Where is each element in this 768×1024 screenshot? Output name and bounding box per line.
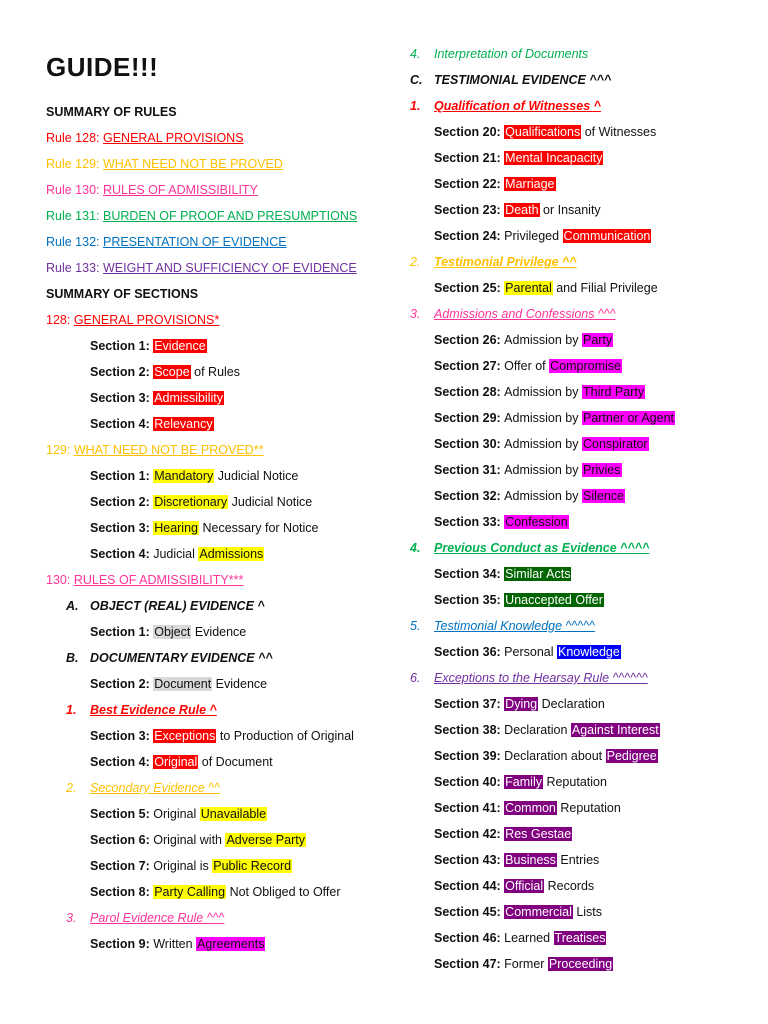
left-line bbox=[90, 858, 292, 874]
text-segment: GENERAL PROVISIONS* bbox=[73, 313, 220, 327]
text-segment: OBJECT (REAL) EVIDENCE ^ bbox=[90, 599, 265, 613]
text-segment: Testimonial Privilege ^^ bbox=[434, 255, 577, 269]
text-segment: Learned bbox=[504, 931, 554, 945]
right-line bbox=[410, 46, 588, 62]
highlighted-term: Conspirator bbox=[582, 437, 648, 451]
highlighted-term: Admissions bbox=[199, 547, 264, 561]
right-line bbox=[434, 462, 622, 478]
text-segment: BURDEN OF PROOF AND PRESUMPTIONS bbox=[102, 209, 358, 223]
right-line bbox=[434, 488, 625, 504]
text-segment: 3. bbox=[66, 911, 77, 925]
highlighted-term: Business bbox=[505, 853, 556, 867]
left-line bbox=[46, 442, 263, 458]
text-segment: DOCUMENTARY EVIDENCE ^^ bbox=[90, 651, 273, 665]
right-line bbox=[410, 306, 616, 322]
text-segment: Admission by bbox=[504, 437, 582, 451]
text-segment: Offer of bbox=[504, 359, 550, 373]
text-segment: WHAT NEED NOT BE PROVED bbox=[102, 157, 283, 171]
text-segment: Declaration about bbox=[504, 749, 606, 763]
text-segment: 2. bbox=[410, 255, 421, 269]
highlighted-term: Scope bbox=[154, 365, 190, 379]
text-segment: Personal bbox=[504, 645, 557, 659]
highlighted-term: Agreements bbox=[197, 937, 265, 951]
highlighted-term: Qualifications bbox=[505, 125, 581, 139]
highlighted-term: Third Party bbox=[582, 385, 645, 399]
left-line bbox=[46, 208, 357, 224]
text-segment: Original bbox=[153, 807, 200, 821]
text-segment: 6. bbox=[410, 671, 421, 685]
right-line bbox=[434, 566, 571, 582]
left-line bbox=[90, 390, 224, 406]
right-line bbox=[410, 72, 611, 88]
text-segment: Not Obliged to Offer bbox=[226, 885, 341, 899]
text-segment: 1. bbox=[66, 703, 77, 717]
text-segment: RULES OF ADMISSIBILITY bbox=[102, 183, 258, 197]
right-line bbox=[434, 644, 621, 660]
section-label: Section 4: bbox=[90, 417, 154, 431]
right-line bbox=[410, 98, 601, 114]
text-segment: SUMMARY OF RULES bbox=[46, 105, 177, 119]
section-label: Section 26: bbox=[434, 333, 505, 347]
highlighted-term: Dying bbox=[505, 697, 538, 711]
text-segment: Testimonial Knowledge ^^^^^ bbox=[434, 619, 595, 633]
text-segment: Former bbox=[504, 957, 548, 971]
text-segment: Rule 130: bbox=[46, 183, 103, 197]
right-line bbox=[434, 800, 621, 816]
text-segment: 1. bbox=[410, 99, 421, 113]
section-label: Section 2: bbox=[90, 495, 154, 509]
left-line bbox=[46, 234, 287, 250]
right-line bbox=[434, 410, 675, 426]
section-label: Section 4: bbox=[90, 547, 154, 561]
text-segment: Best Evidence Rule ^ bbox=[90, 703, 217, 717]
highlighted-term: Unavailable bbox=[200, 807, 267, 821]
text-segment: Rule 132: bbox=[46, 235, 103, 249]
text-segment: PRESENTATION OF EVIDENCE bbox=[102, 235, 287, 249]
highlighted-term: Partner or Agent bbox=[582, 411, 675, 425]
section-label: Section 6: bbox=[90, 833, 154, 847]
right-line bbox=[434, 930, 606, 946]
highlighted-term: Original bbox=[154, 755, 198, 769]
text-segment: Interpretation of Documents bbox=[434, 47, 589, 61]
text-segment: Rule 131: bbox=[46, 209, 103, 223]
highlighted-term: Party Calling bbox=[154, 885, 226, 899]
highlighted-term: Proceeding bbox=[548, 957, 613, 971]
right-line bbox=[434, 280, 658, 296]
text-segment: Judicial Notice bbox=[214, 469, 299, 483]
text-segment: 5. bbox=[410, 619, 421, 633]
section-label: Section 28: bbox=[434, 385, 505, 399]
left-line bbox=[90, 728, 354, 744]
text-segment: Evidence bbox=[191, 625, 247, 639]
left-line bbox=[90, 754, 273, 770]
right-line bbox=[434, 852, 599, 868]
text-segment: Exceptions to the Hearsay Rule ^^^^^^ bbox=[434, 671, 648, 685]
section-label: Section 46: bbox=[434, 931, 505, 945]
section-label: Section 32: bbox=[434, 489, 505, 503]
section-label: Section 33: bbox=[434, 515, 505, 529]
text-segment: Evidence bbox=[212, 677, 268, 691]
text-segment: WEIGHT AND SUFFICIENCY OF EVIDENCE bbox=[102, 261, 357, 275]
text-segment: Admission by bbox=[504, 333, 582, 347]
left-line bbox=[66, 780, 220, 796]
highlighted-term: Mandatory bbox=[154, 469, 214, 483]
highlighted-term: Treatises bbox=[554, 931, 606, 945]
right-line bbox=[434, 592, 604, 608]
left-line bbox=[46, 572, 243, 588]
highlighted-term: Against Interest bbox=[571, 723, 659, 737]
section-label: Section 2: bbox=[90, 365, 154, 379]
text-segment: RULES OF ADMISSIBILITY*** bbox=[73, 573, 244, 587]
section-label: Section 29: bbox=[434, 411, 505, 425]
highlighted-term: Evidence bbox=[154, 339, 206, 353]
text-segment: Judicial Notice bbox=[228, 495, 313, 509]
section-label: Section 3: bbox=[90, 521, 154, 535]
highlighted-term: Privies bbox=[582, 463, 621, 477]
text-segment: C. bbox=[410, 73, 423, 87]
highlighted-term: Death bbox=[505, 203, 539, 217]
right-line bbox=[434, 696, 605, 712]
page-title bbox=[46, 52, 158, 82]
section-label: Section 45: bbox=[434, 905, 505, 919]
text-segment: or Insanity bbox=[539, 203, 601, 217]
right-line bbox=[434, 228, 651, 244]
right-line bbox=[434, 176, 556, 192]
text-segment: Rule 133: bbox=[46, 261, 103, 275]
text-segment: GENERAL PROVISIONS bbox=[102, 131, 244, 145]
text-segment: Reputation bbox=[556, 801, 621, 815]
section-label: Section 2: bbox=[90, 677, 154, 691]
section-label: Section 40: bbox=[434, 775, 505, 789]
highlighted-term: Official bbox=[505, 879, 544, 893]
right-line bbox=[410, 540, 649, 556]
right-line bbox=[434, 202, 601, 218]
highlighted-term: Res Gestae bbox=[505, 827, 572, 841]
highlighted-term: Discretionary bbox=[154, 495, 228, 509]
left-line bbox=[90, 520, 318, 536]
left-line bbox=[46, 182, 258, 198]
section-label: Section 1: bbox=[90, 339, 154, 353]
left-line bbox=[66, 910, 224, 926]
section-label: Section 23: bbox=[434, 203, 505, 217]
text-segment: of Witnesses bbox=[581, 125, 657, 139]
text-segment: 129: bbox=[46, 443, 74, 457]
highlighted-term: Common bbox=[505, 801, 556, 815]
left-line bbox=[46, 130, 244, 146]
text-segment: Judicial bbox=[153, 547, 199, 561]
section-label: Section 34: bbox=[434, 567, 505, 581]
text-segment: SUMMARY OF SECTIONS bbox=[46, 287, 199, 301]
text-segment: Previous Conduct as Evidence ^^^^ bbox=[434, 541, 650, 555]
highlighted-term: Confession bbox=[505, 515, 568, 529]
section-label: Section 1: bbox=[90, 469, 154, 483]
highlighted-term: Adverse Party bbox=[226, 833, 305, 847]
text-segment: TESTIMONIAL EVIDENCE ^^^ bbox=[434, 73, 612, 87]
section-label: Section 1: bbox=[90, 625, 154, 639]
left-line bbox=[90, 832, 306, 848]
left-line bbox=[90, 806, 267, 822]
section-label: Section 31: bbox=[434, 463, 505, 477]
left-line bbox=[90, 624, 246, 640]
text-segment: B. bbox=[66, 651, 79, 665]
left-line bbox=[90, 338, 207, 354]
highlighted-term: Marriage bbox=[505, 177, 555, 191]
text-segment: Lists bbox=[572, 905, 603, 919]
right-line bbox=[434, 384, 645, 400]
text-segment: to Production of Original bbox=[216, 729, 354, 743]
text-segment: Original is bbox=[153, 859, 213, 873]
highlighted-term: Parental bbox=[505, 281, 552, 295]
text-segment: Rule 129: bbox=[46, 157, 103, 171]
section-label: Section 41: bbox=[434, 801, 505, 815]
left-line bbox=[90, 546, 264, 562]
left-line bbox=[90, 468, 298, 484]
text-segment: Reputation bbox=[542, 775, 607, 789]
right-line bbox=[434, 514, 569, 530]
highlighted-term: Commercial bbox=[505, 905, 572, 919]
highlighted-term: Exceptions bbox=[154, 729, 216, 743]
left-line bbox=[90, 676, 267, 692]
highlighted-term: Unaccepted Offer bbox=[505, 593, 603, 607]
right-line bbox=[434, 748, 658, 764]
text-segment: GUIDE!!! bbox=[46, 52, 159, 82]
text-segment: Declaration bbox=[538, 697, 605, 711]
section-label: Section 25: bbox=[434, 281, 505, 295]
text-segment: Admission by bbox=[504, 463, 582, 477]
left-line bbox=[46, 104, 177, 120]
highlighted-term: Party bbox=[582, 333, 613, 347]
section-label: Section 9: bbox=[90, 937, 154, 951]
text-segment: Admission by bbox=[504, 411, 582, 425]
left-line bbox=[90, 364, 240, 380]
left-line bbox=[46, 286, 198, 302]
text-segment: Admission by bbox=[504, 385, 582, 399]
text-segment: 128: bbox=[46, 313, 74, 327]
left-line bbox=[66, 650, 273, 666]
highlighted-term: Object bbox=[154, 625, 191, 639]
right-line bbox=[434, 332, 613, 348]
text-segment: WHAT NEED NOT BE PROVED** bbox=[73, 443, 264, 457]
highlighted-term: Mental Incapacity bbox=[505, 151, 603, 165]
highlighted-term: Admissibility bbox=[154, 391, 223, 405]
right-line bbox=[410, 670, 648, 686]
left-line bbox=[90, 416, 214, 432]
text-segment: 130: bbox=[46, 573, 74, 587]
text-segment: Necessary for Notice bbox=[199, 521, 319, 535]
right-line bbox=[434, 878, 594, 894]
section-label: Section 43: bbox=[434, 853, 505, 867]
right-line bbox=[434, 150, 603, 166]
right-line bbox=[434, 956, 613, 972]
section-label: Section 39: bbox=[434, 749, 505, 763]
highlighted-term: Communication bbox=[563, 229, 651, 243]
text-segment: Rule 128: bbox=[46, 131, 103, 145]
section-label: Section 5: bbox=[90, 807, 154, 821]
highlighted-term: Relevancy bbox=[154, 417, 213, 431]
section-label: Section 44: bbox=[434, 879, 505, 893]
section-label: Section 4: bbox=[90, 755, 154, 769]
text-segment: Admissions and Confessions ^^^ bbox=[434, 307, 616, 321]
left-line bbox=[46, 312, 219, 328]
section-label: Section 22: bbox=[434, 177, 505, 191]
highlighted-term: Knowledge bbox=[557, 645, 620, 659]
text-segment: and Filial Privilege bbox=[552, 281, 658, 295]
right-line bbox=[434, 436, 649, 452]
text-segment: 3. bbox=[410, 307, 421, 321]
text-segment: of Document bbox=[198, 755, 273, 769]
left-line bbox=[46, 156, 283, 172]
section-label: Section 36: bbox=[434, 645, 505, 659]
section-label: Section 24: bbox=[434, 229, 505, 243]
highlighted-term: Compromise bbox=[550, 359, 621, 373]
right-line bbox=[434, 124, 656, 140]
text-segment: Secondary Evidence ^^ bbox=[90, 781, 220, 795]
section-label: Section 37: bbox=[434, 697, 505, 711]
text-segment: Written bbox=[153, 937, 197, 951]
text-segment: 4. bbox=[410, 541, 421, 555]
section-label: Section 7: bbox=[90, 859, 154, 873]
section-label: Section 20: bbox=[434, 125, 505, 139]
text-segment: Qualification of Witnesses ^ bbox=[434, 99, 601, 113]
section-label: Section 3: bbox=[90, 729, 154, 743]
text-segment: Records bbox=[544, 879, 595, 893]
left-line bbox=[66, 598, 265, 614]
right-line bbox=[410, 618, 595, 634]
text-segment: 2. bbox=[66, 781, 77, 795]
text-segment: Entries bbox=[556, 853, 600, 867]
right-line bbox=[434, 774, 607, 790]
section-label: Section 21: bbox=[434, 151, 505, 165]
highlighted-term: Silence bbox=[582, 489, 624, 503]
text-segment: Original with bbox=[153, 833, 226, 847]
text-segment: Parol Evidence Rule ^^^ bbox=[90, 911, 225, 925]
section-label: Section 42: bbox=[434, 827, 505, 841]
left-line bbox=[66, 702, 217, 718]
highlighted-term: Similar Acts bbox=[505, 567, 571, 581]
left-line bbox=[46, 260, 357, 276]
highlighted-term: Pedigree bbox=[606, 749, 657, 763]
right-line bbox=[434, 358, 622, 374]
left-line bbox=[90, 494, 312, 510]
text-segment: Privileged bbox=[504, 229, 563, 243]
section-label: Section 27: bbox=[434, 359, 505, 373]
right-line bbox=[434, 722, 660, 738]
section-label: Section 3: bbox=[90, 391, 154, 405]
section-label: Section 8: bbox=[90, 885, 154, 899]
right-line bbox=[434, 826, 572, 842]
text-segment: Admission by bbox=[504, 489, 582, 503]
left-line bbox=[90, 936, 265, 952]
text-segment: A. bbox=[66, 599, 79, 613]
text-segment: of Rules bbox=[190, 365, 241, 379]
highlighted-term: Document bbox=[154, 677, 212, 691]
section-label: Section 38: bbox=[434, 723, 505, 737]
text-segment: 4. bbox=[410, 47, 421, 61]
text-segment: Declaration bbox=[504, 723, 571, 737]
highlighted-term: Public Record bbox=[213, 859, 292, 873]
right-line bbox=[434, 904, 602, 920]
highlighted-term: Family bbox=[505, 775, 542, 789]
left-line bbox=[90, 884, 341, 900]
section-label: Section 35: bbox=[434, 593, 505, 607]
section-label: Section 30: bbox=[434, 437, 505, 451]
highlighted-term: Hearing bbox=[154, 521, 198, 535]
right-line bbox=[410, 254, 577, 270]
section-label: Section 47: bbox=[434, 957, 505, 971]
